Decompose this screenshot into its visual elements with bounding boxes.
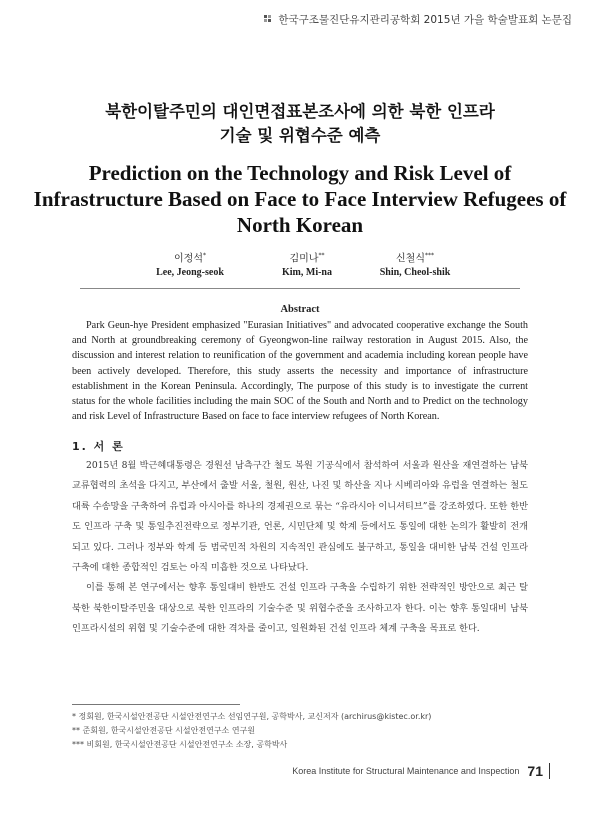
korean-title: 북한이탈주민의 대인면접표본조사에 의한 북한 인프라 기술 및 위협수준 예측 xyxy=(105,102,495,145)
author-1: 이정석* Lee, Jeong-seok xyxy=(156,252,224,279)
page-number: 71 xyxy=(527,763,543,779)
journal-name: 한국구조물진단유지관리공학회 2015년 가을 학술발표회 논문집 xyxy=(278,14,572,26)
page-footer xyxy=(292,763,550,779)
divider xyxy=(80,288,520,289)
institute-name: Korea Institute for Structural Maintenance and Inspection xyxy=(292,766,520,776)
bullet-icon xyxy=(264,15,274,25)
footnote: *** 비회원, 한국시설안전공단 시설안전연구소 소장, 공학박사 xyxy=(72,740,288,749)
english-title: Prediction on the Technology and Risk Level of Infrastructure Based on Face to Face Interview Refugees of North Korean xyxy=(33,161,567,237)
author-2: 김미나** Kim, Mi-na xyxy=(282,252,332,279)
footnotes xyxy=(72,710,528,752)
footnote: * 정회원, 한국시설안전공단 시설안전연구소 선임연구원, 공학박사, 교신저자 (archirus@kistec.or.kr) xyxy=(72,712,432,721)
author-3: 신철식*** Shin, Cheol-shik xyxy=(379,252,451,279)
footer-divider xyxy=(549,763,550,779)
section-heading: 1. 서 론 xyxy=(72,440,125,453)
footnote-divider xyxy=(72,704,240,705)
section-body xyxy=(72,456,528,640)
paragraph: 2015년 8월 박근혜대통령은 경원선 남측구간 철도 복원 기공식에서 참석하여 서울과 원산을 재연결하는 남북교류협력의 초석을 다지고, 부산에서 출발 서울, 철원, 원산, 나진 및 하산을 지나 시베리아와 유럽을 연결하는 철도대륙 수송망을 구축하여 유럽과 아시아를 하나의 경제권으로 묶는 “유라시아 이니셔티브”를 강조하였다. 또한 한반도 인프라 구축 및 통일추진전략으로 정부기관, 언론, 시민단체 및 학계 등에서도 통일에 대한 논의가 활발히 전개되고 있다. 그러나 정부와 학계 등 범국민적 차원의 지속적인 관심에도 불구하고, 통일을 대비한 남북 건설 인프라 구축에 대한 종합적인 검토는 아직 미흡한 것으로 나타났다. xyxy=(72,460,528,574)
paragraph: 이를 통해 본 연구에서는 향후 통일대비 한반도 건설 인프라 구축을 수립하기 위한 전략적인 방안으로 최근 탈북한 북한이탈주민을 대상으로 북한 인프라의 기술수준 및 위협수준을 조사하고자 한다. 이는 향후 통일대비 남북 인프라시설의 위협 및 기술수준에 대한 격차를 줄이고, 일원화된 건설 인프라 체계 구축을 목표로 한다. xyxy=(72,582,528,635)
footnote: ** 준회원, 한국시설안전공단 시설안전연구소 연구원 xyxy=(72,726,256,735)
abstract-heading: Abstract xyxy=(280,304,320,315)
running-header xyxy=(264,12,572,27)
abstract-text: Park Geun-hye President emphasized "Eurasian Initiatives" and advocated cooperative exchange the South and North at groundbreaking ceremony of Gyeongwon-line railway restoration in August 2015. Also, the discussion and interest relation to reunification of the government and academia including korean people have been actively developed. Therefore, this study asserts the necessity and importance of infrastructure establishment in the Korean Peninsula. Accordingly, The purpose of this study is to investigate the current status for the whole facilities including the main SOC of the South and North and to Predict on the technology and risk Level of Infrastructure Based on face to face interview refugees of North Korean. xyxy=(72,320,528,423)
